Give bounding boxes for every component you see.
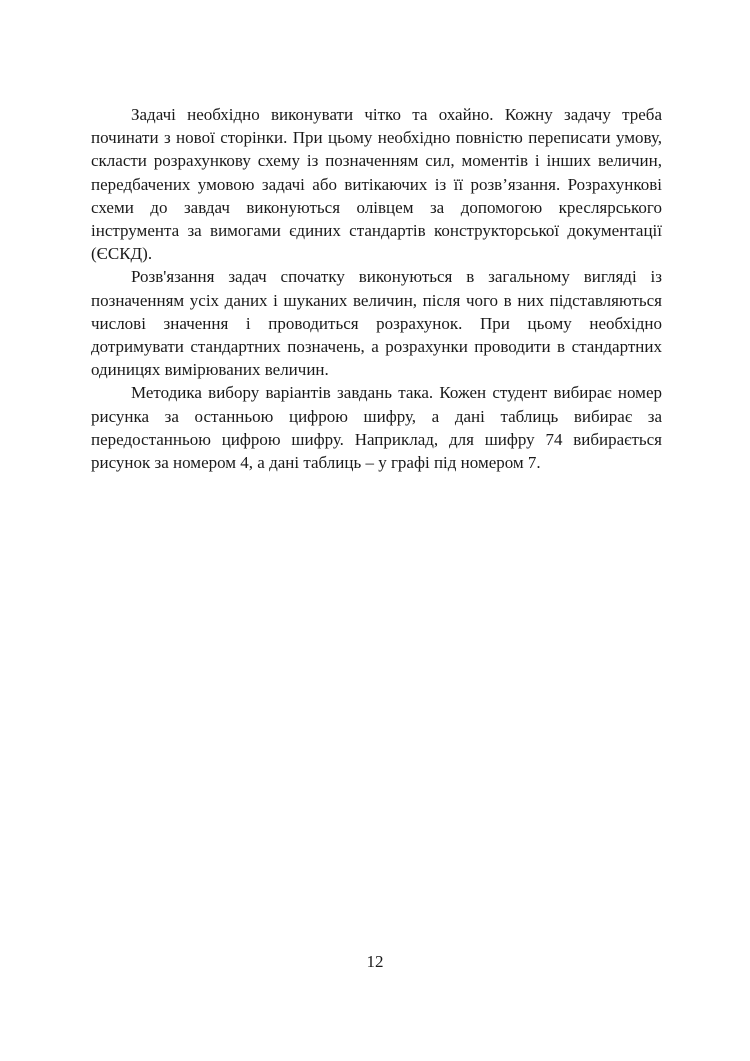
paragraph-solution-procedure: Розв'язання задач спочатку виконуються в загальному вигляді із позначенням усіх даних і шуканих величин, після чого в них підставляються числові значення і проводиться розрахунок. При цьому необхідно дотримувати стандартних позначень, а розрахунки проводити в стандартних одиницях вимірюваних величин. — [91, 267, 662, 380]
paragraph-task-requirements: Задачі необхідно виконувати чітко та охайно. Кожну задачу треба починати з нової сторінки. При цьому необхідно повністю переписати умову, скласти розрахункову схему із позначенням сил, моментів і інших величин, передбачених умовою задачі або витікаючих із її розв’язання. Розрахункові схеми до завдач виконуються олівцем за допомогою креслярського інструмента за вимогами єдиних стандартів конструкторської документації (ЄСКД). — [91, 105, 662, 264]
body-text — [91, 103, 662, 474]
paragraph-variant-selection: Методика вибору варіантів завдань така. Кожен студент вибирає номер рисунка за останньою цифрою шифру, а дані таблиць вибирає за передостанньою цифрою шифру. Наприклад, для шифру 74 вибирається рисунок за номером 4, а дані таблиць – у графі під номером 7. — [91, 383, 662, 473]
page-number: 12 — [366, 952, 384, 971]
